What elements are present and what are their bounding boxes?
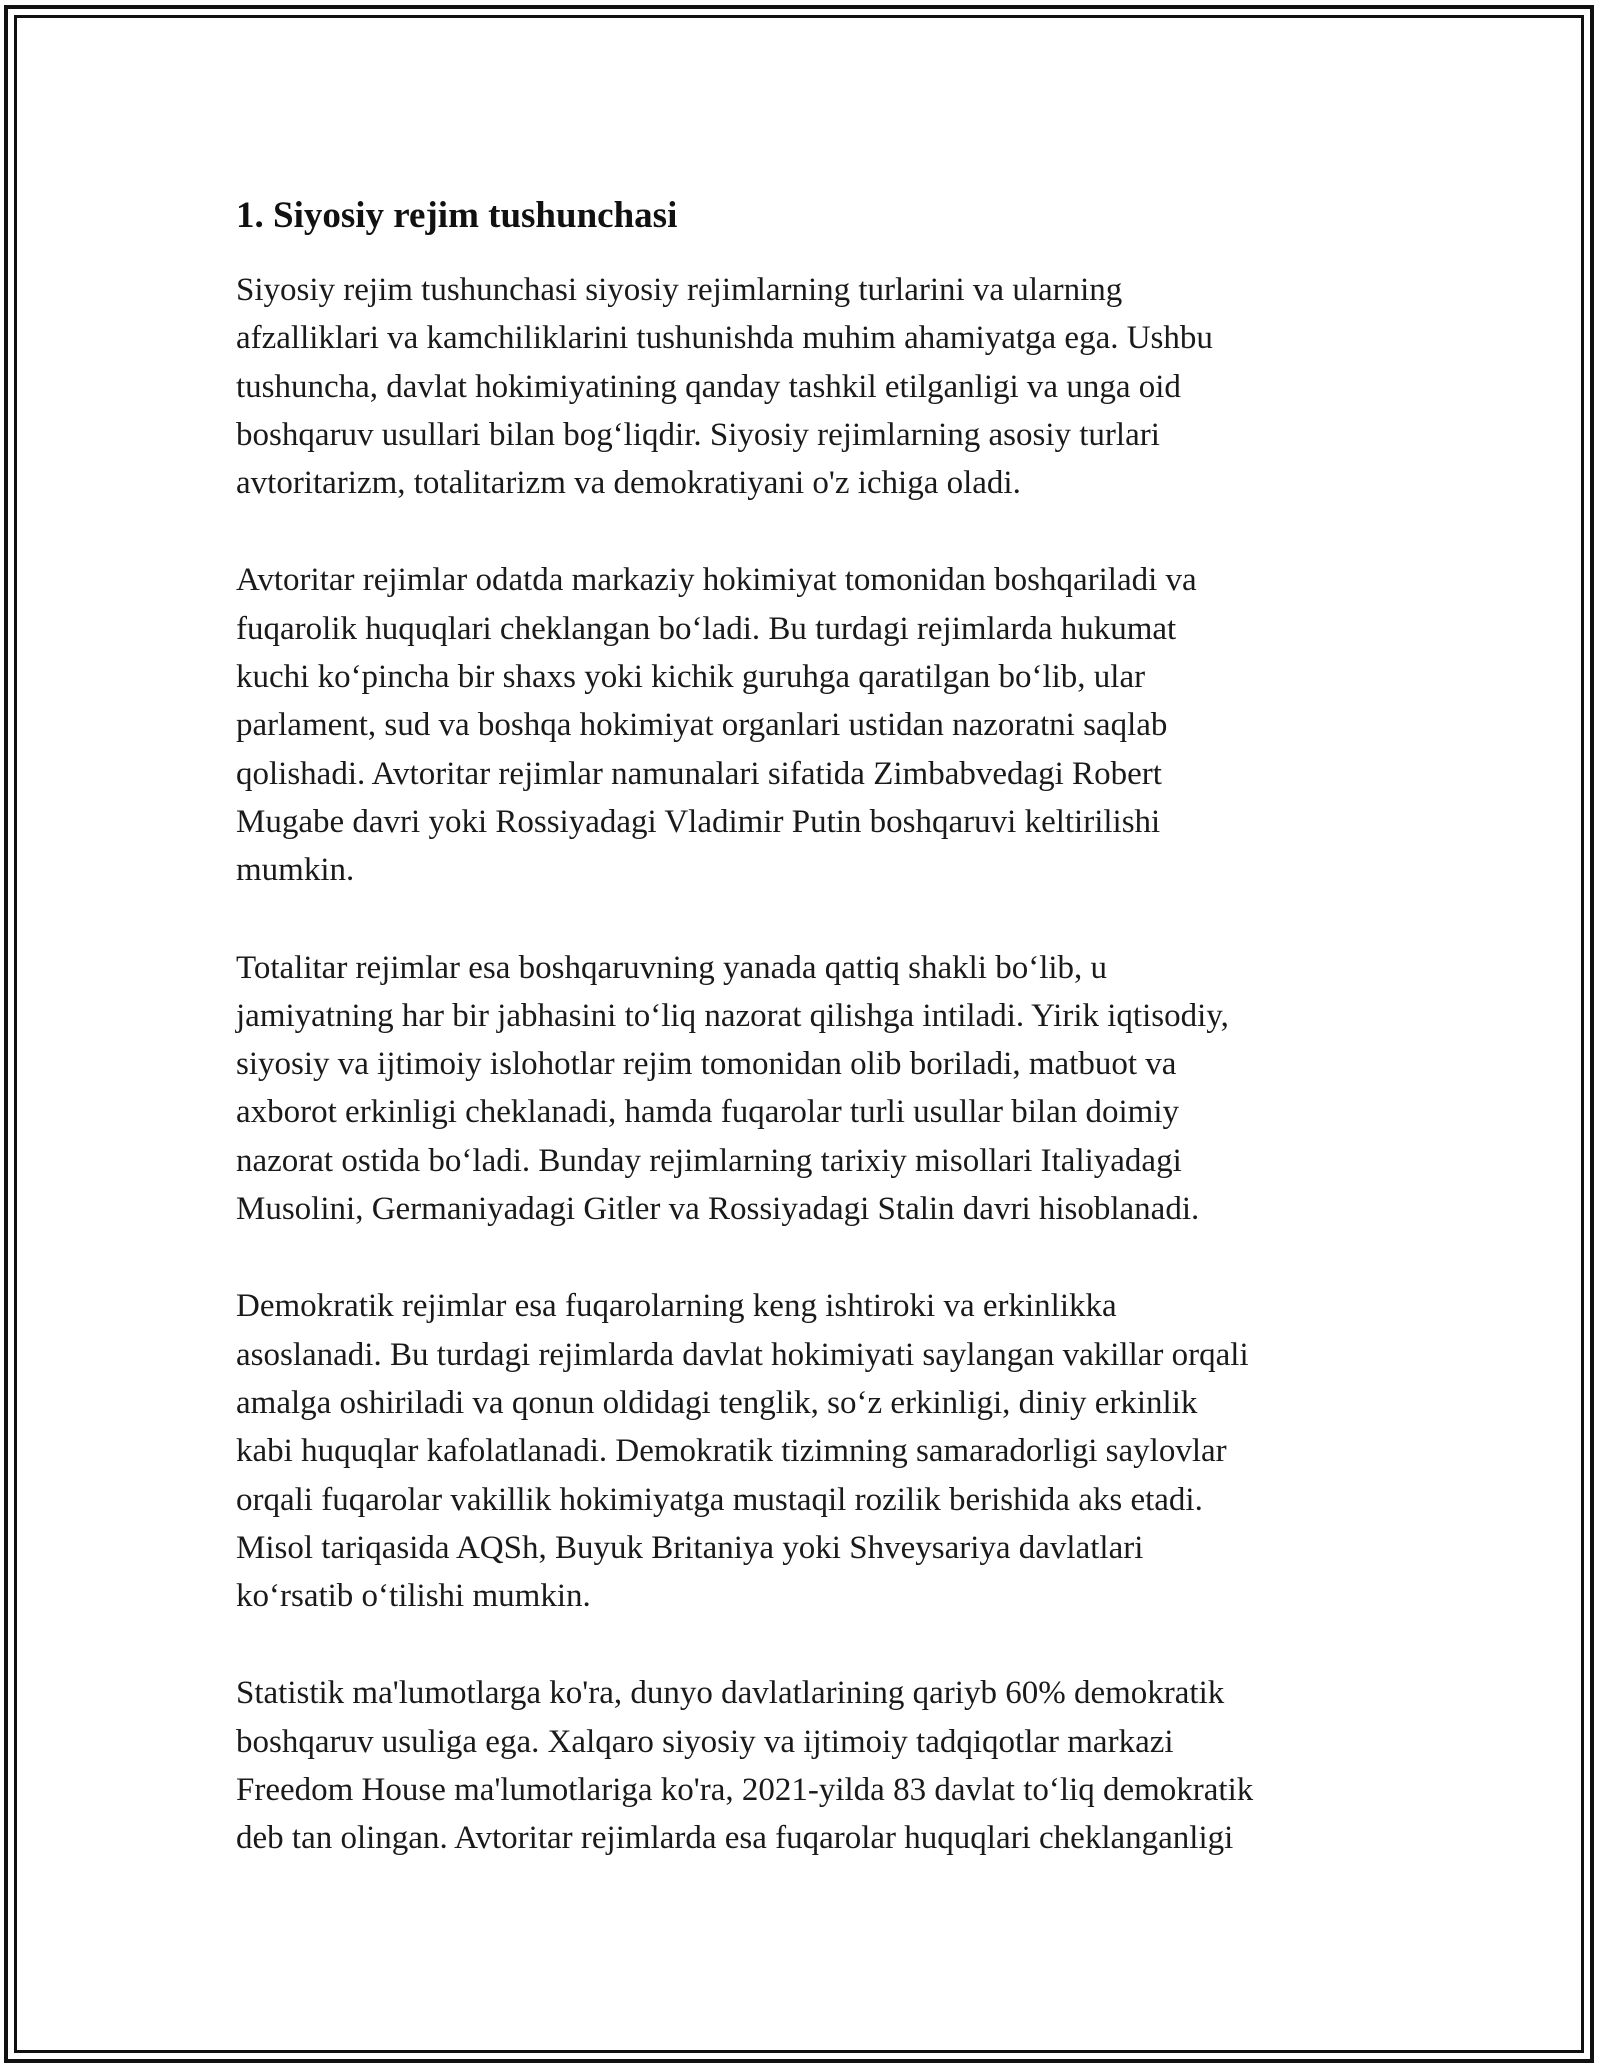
paragraph-line: axborot erkinligi cheklanadi, hamda fuqarolar turli usullar bilan doimiy [236,1094,1179,1131]
paragraph-line: orqali fuqarolar vakillik hokimiyatga mustaqil rozilik berishida aks etadi. [236,1481,1203,1518]
paragraph-line: afzalliklari va kamchiliklarini tushunishda muhim ahamiyatga ega. Ushbu [236,320,1213,357]
paragraph-line: Freedom House ma'lumotlariga ko'ra, 2021-yilda 83 davlat to‘liq demokratik [236,1772,1254,1809]
paragraph-line: Avtoritar rejimlar odatda markaziy hokimiyat tomonidan boshqariladi va [236,562,1197,599]
paragraph-authoritarian [236,556,1376,894]
paragraph-line: Musolini, Germaniyadagi Gitler va Rossiyadagi Stalin davri hisoblanadi. [236,1191,1200,1228]
paragraph-line: Siyosiy rejim tushunchasi siyosiy rejimlarning turlarini va ularning [236,272,1123,308]
paragraph-line: kabi huquqlar kafolatlanadi. Demokratik tizimning samaradorligi saylovlar [236,1433,1227,1470]
document-body [236,190,1376,1912]
paragraph-line: parlament, sud va boshqa hokimiyat organlari ustidan nazoratni saqlab [236,707,1168,744]
paragraph-line: Statistik ma'lumotlarga ko'ra, dunyo davlatlarining qariyb 60% demokratik [236,1675,1225,1712]
paragraph-line: boshqaruv usullari bilan bog‘liqdir. Siyosiy rejimlarning asosiy turlari [236,416,1160,453]
paragraph-line: mumkin. [236,852,355,889]
paragraph-line: Mugabe davri yoki Rossiyadagi Vladimir Putin boshqaruvi keltirilishi [236,803,1161,840]
paragraph-line: Demokratik rejimlar esa fuqarolarning keng ishtiroki va erkinlikka [236,1288,1117,1325]
paragraph-line: kuchi ko‘pincha bir shaxs yoki kichik guruhga qaratilgan bo‘lib, ular [236,659,1146,696]
paragraph-line: jamiyatning har bir jabhasini to‘liq nazorat qilishga intiladi. Yirik iqtisodiy, [236,997,1229,1034]
paragraph-line: tushuncha, davlat hokimiyatining qanday tashkil etilganligi va unga oid [236,368,1181,405]
paragraph-line: boshqaruv usuliga ega. Xalqaro siyosiy va ijtimoiy tadqiqotlar markazi [236,1723,1174,1760]
paragraph-statistics [236,1669,1376,1862]
paragraph-line: Misol tariqasida AQSh, Buyuk Britaniya yoki Shveysariya davlatlari [236,1529,1144,1566]
paragraph-line: qolishadi. Avtoritar rejimlar namunalari sifatida Zimbabvedagi Robert [236,755,1162,792]
paragraph-line: nazorat ostida bo‘ladi. Bunday rejimlarning tarixiy misollari Italiyadagi [236,1142,1182,1179]
section-heading: 1. Siyosiy rejim tushunchasi [236,195,678,236]
paragraph-line: fuqarolik huquqlari cheklangan bo‘ladi. Bu turdagi rejimlarda hukumat [236,610,1177,647]
paragraph-totalitarian [236,944,1376,1234]
paragraph-line: asoslanadi. Bu turdagi rejimlarda davlat hokimiyati saylangan vakillar orqali [236,1336,1249,1373]
paragraph-line: siyosiy va ijtimoiy islohotlar rejim tomonidan olib boriladi, matbuot va [236,1046,1177,1083]
paragraph-line: avtoritarizm, totalitarizm va demokratiyani o'z ichiga oladi. [236,465,1021,502]
paragraph-line: deb tan olingan. Avtoritar rejimlarda esa fuqarolar huquqlari cheklanganligi [236,1820,1234,1857]
paragraph-line: amalga oshiriladi va qonun oldidagi tenglik, so‘z erkinligi, diniy erkinlik [236,1384,1198,1421]
paragraph-democratic [236,1282,1376,1620]
paragraph-line: ko‘rsatib o‘tilishi mumkin. [236,1578,591,1615]
paragraph-intro [236,266,1376,507]
paragraph-line: Totalitar rejimlar esa boshqaruvning yanada qattiq shakli bo‘lib, u [236,949,1108,986]
